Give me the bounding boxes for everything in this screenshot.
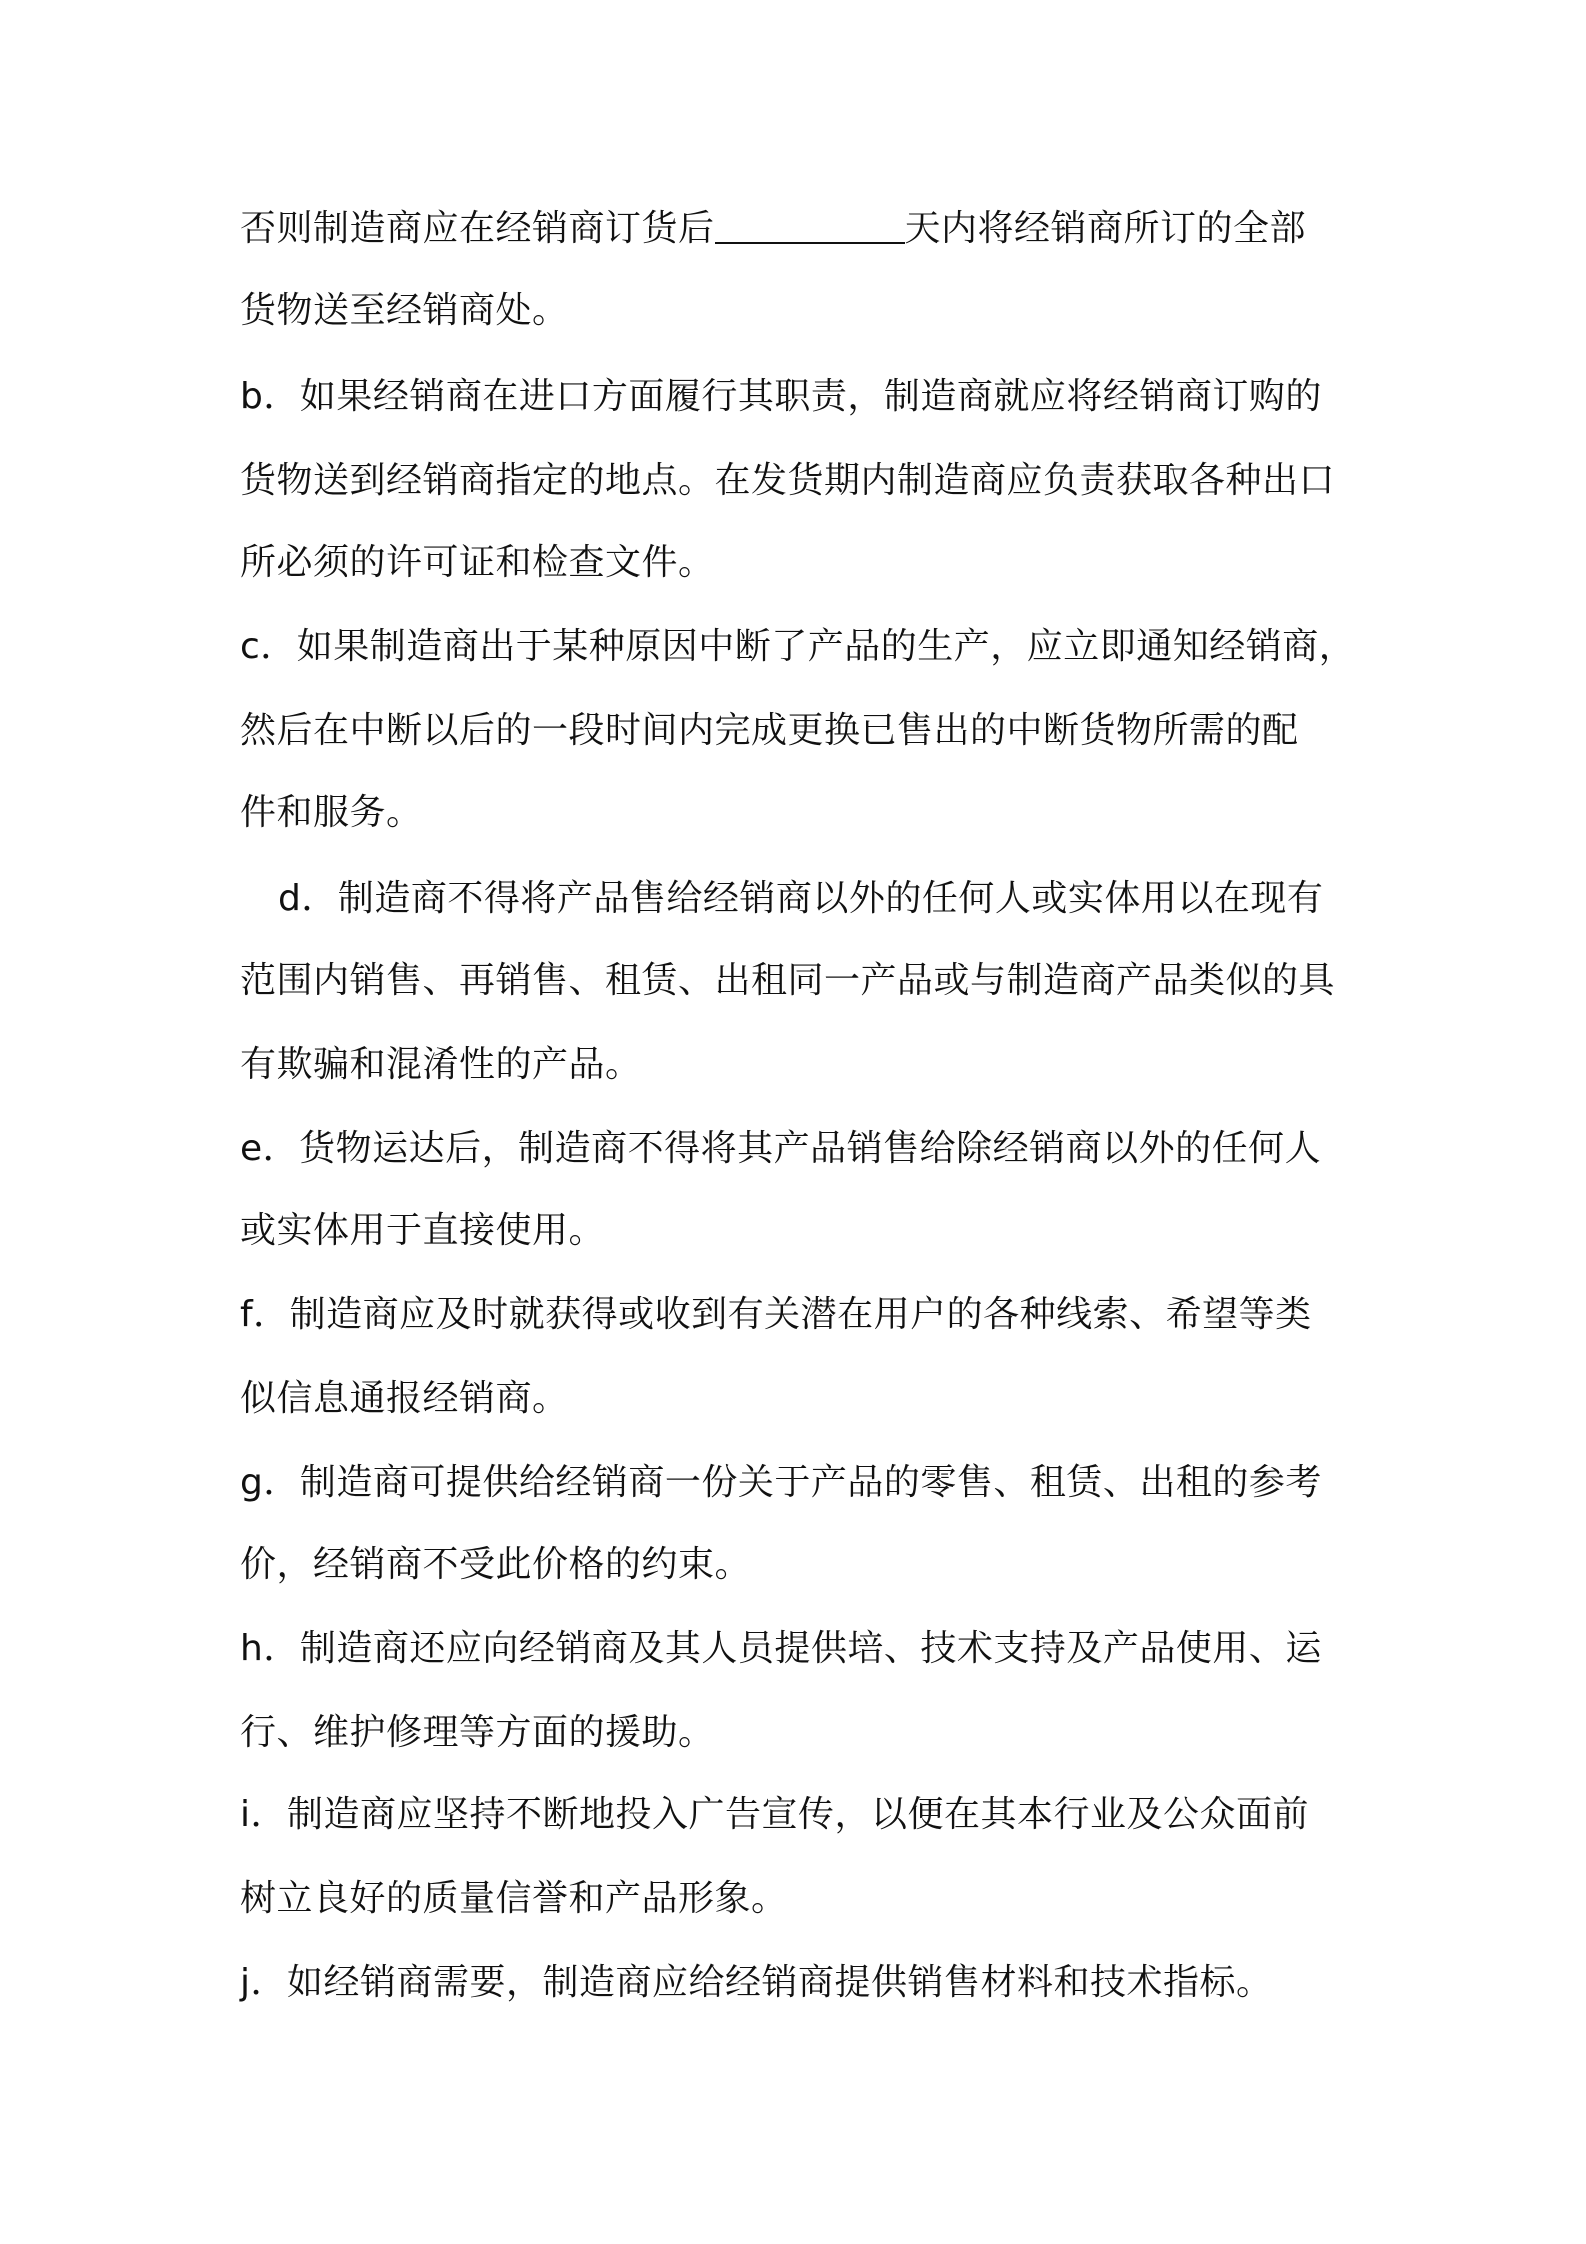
clause-j-line-1: j．如经销商需要，制造商应给经销商提供销售材料和技术指标。 xyxy=(240,1962,1273,2003)
days-blank xyxy=(715,194,905,244)
clause-b-line-3: 所必须的许可证和检查文件。 xyxy=(240,542,715,583)
clause-d-line-3: 有欺骗和混淆性的产品。 xyxy=(240,1044,642,1085)
clause-a-line-2: 货物送至经销商处。 xyxy=(240,290,569,331)
clause-i-line-1: i．制造商应坚持不断地投入广告宣传，以便在其本行业及公众面前 xyxy=(240,1794,1310,1835)
clause-a-line-1 xyxy=(240,204,1306,254)
clause-h-line-2: 行、维护修理等方面的援助。 xyxy=(240,1712,715,1753)
clause-e-line-1: e．货物运达后，制造商不得将其产品销售给除经销商以外的任何人 xyxy=(240,1128,1322,1169)
clause-g-line-2: 价，经销商不受此价格的约束。 xyxy=(240,1544,752,1585)
clause-a-text-before-blank: 否则制造商应在经销商订货后 xyxy=(240,208,715,249)
clause-f-line-2: 似信息通报经销商。 xyxy=(240,1378,569,1419)
clause-f-line-1: f．制造商应及时就获得或收到有关潜在用户的各种线索、希望等类 xyxy=(240,1294,1312,1335)
clause-g-line-1: g．制造商可提供给经销商一份关于产品的零售、租赁、出租的参考 xyxy=(240,1462,1322,1503)
clause-b-line-2: 货物送到经销商指定的地点。在发货期内制造商应负责获取各种出口 xyxy=(240,460,1336,501)
clause-h-line-1: h．制造商还应向经销商及其人员提供培、技术支持及产品使用、运 xyxy=(240,1628,1322,1669)
clause-a-text-after-blank: 天内将经销商所订的全部 xyxy=(904,208,1307,249)
clause-e-line-2: 或实体用于直接使用。 xyxy=(240,1210,606,1251)
clause-d-line-2: 范围内销售、再销售、租赁、出租同一产品或与制造商产品类似的具 xyxy=(240,960,1336,1001)
clause-i-line-2: 树立良好的质量信誉和产品形象。 xyxy=(240,1878,788,1919)
clause-d-line-1: d．制造商不得将产品售给经销商以外的任何人或实体用以在现有 xyxy=(278,878,1324,919)
clause-c-line-3: 件和服务。 xyxy=(240,792,423,833)
clause-b-line-1: b．如果经销商在进口方面履行其职责，制造商就应将经销商订购的 xyxy=(240,376,1322,417)
clause-c-line-2: 然后在中断以后的一段时间内完成更换已售出的中断货物所需的配 xyxy=(240,710,1299,751)
clause-c-line-1: c．如果制造商出于某种原因中断了产品的生产，应立即通知经销商， xyxy=(240,626,1356,667)
